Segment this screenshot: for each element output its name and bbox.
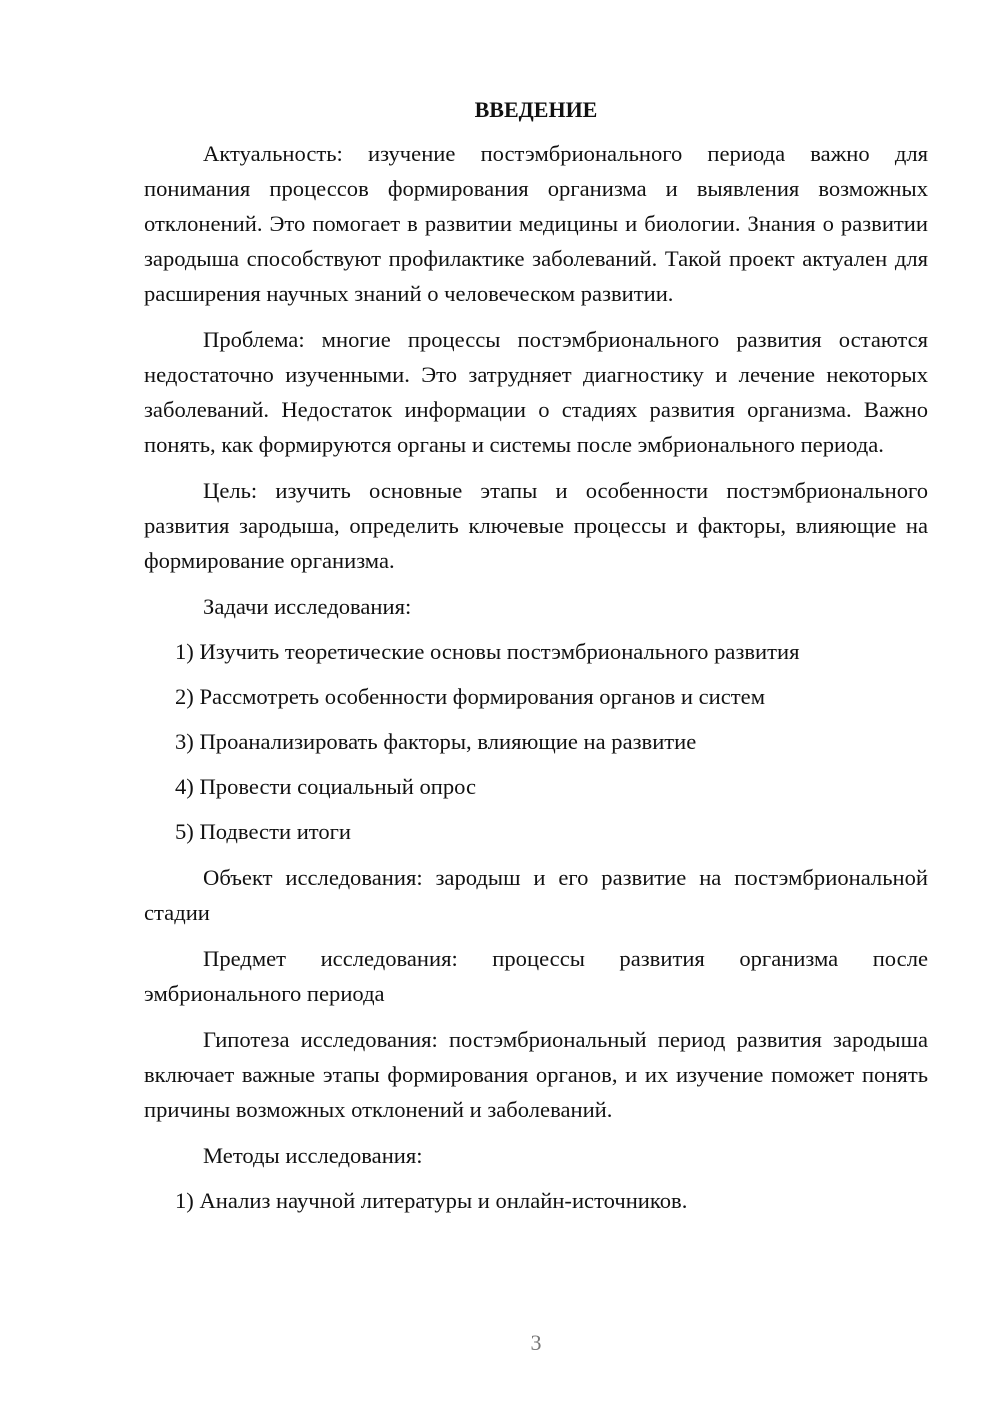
tasks-title: Задачи исследования: bbox=[203, 594, 412, 619]
subject-paragraph: Предмет исследования: процессы развития организма после эмбрионального периода bbox=[144, 946, 928, 1006]
goal-paragraph: Цель: изучить основные этапы и особенности постэмбрионального развития зародыша, определить ключевые процессы и факторы, влияющие на формирование организма. bbox=[144, 478, 928, 573]
task-item: 4) Провести социальный опрос bbox=[175, 774, 477, 799]
relevance-paragraph: Актуальность: изучение постэмбрионального периода важно для понимания процессов формирования организма и выявления возможных отклонений. Это помогает в развитии медицины и биологии. Знания о развитии зародыша способствуют профилактике заболеваний. Такой проект актуален для расширения научных знаний о человеческом развитии. bbox=[144, 141, 928, 306]
page-number: 3 bbox=[530, 1330, 542, 1355]
task-item: 3) Проанализировать факторы, влияющие на развитие bbox=[175, 729, 697, 754]
task-item: 1) Изучить теоретические основы постэмбрионального развития bbox=[175, 639, 800, 664]
object-paragraph: Объект исследования: зародыш и его развитие на постэмбриональной стадии bbox=[144, 865, 928, 925]
task-item: 5) Подвести итоги bbox=[175, 819, 352, 844]
task-item: 2) Рассмотреть особенности формирования органов и систем bbox=[175, 684, 765, 709]
problem-paragraph: Проблема: многие процессы постэмбрионального развития остаются недостаточно изученными. Это затрудняет диагностику и лечение некоторых заболеваний. Недостаток информации о стадиях развития организма. Важно понять, как формируются органы и системы после эмбрионального периода. bbox=[144, 327, 928, 457]
methods-title: Методы исследования: bbox=[203, 1143, 423, 1168]
document-body bbox=[144, 92, 928, 1218]
hypothesis-paragraph: Гипотеза исследования: постэмбриональный период развития зародыша включает важные этапы формирования органов, и их изучение поможет понять причины возможных отклонений и заболеваний. bbox=[144, 1027, 928, 1122]
method-item: 1) Анализ научной литературы и онлайн-источников. bbox=[175, 1188, 688, 1213]
section-heading: ВВЕДЕНИЕ bbox=[474, 97, 598, 122]
